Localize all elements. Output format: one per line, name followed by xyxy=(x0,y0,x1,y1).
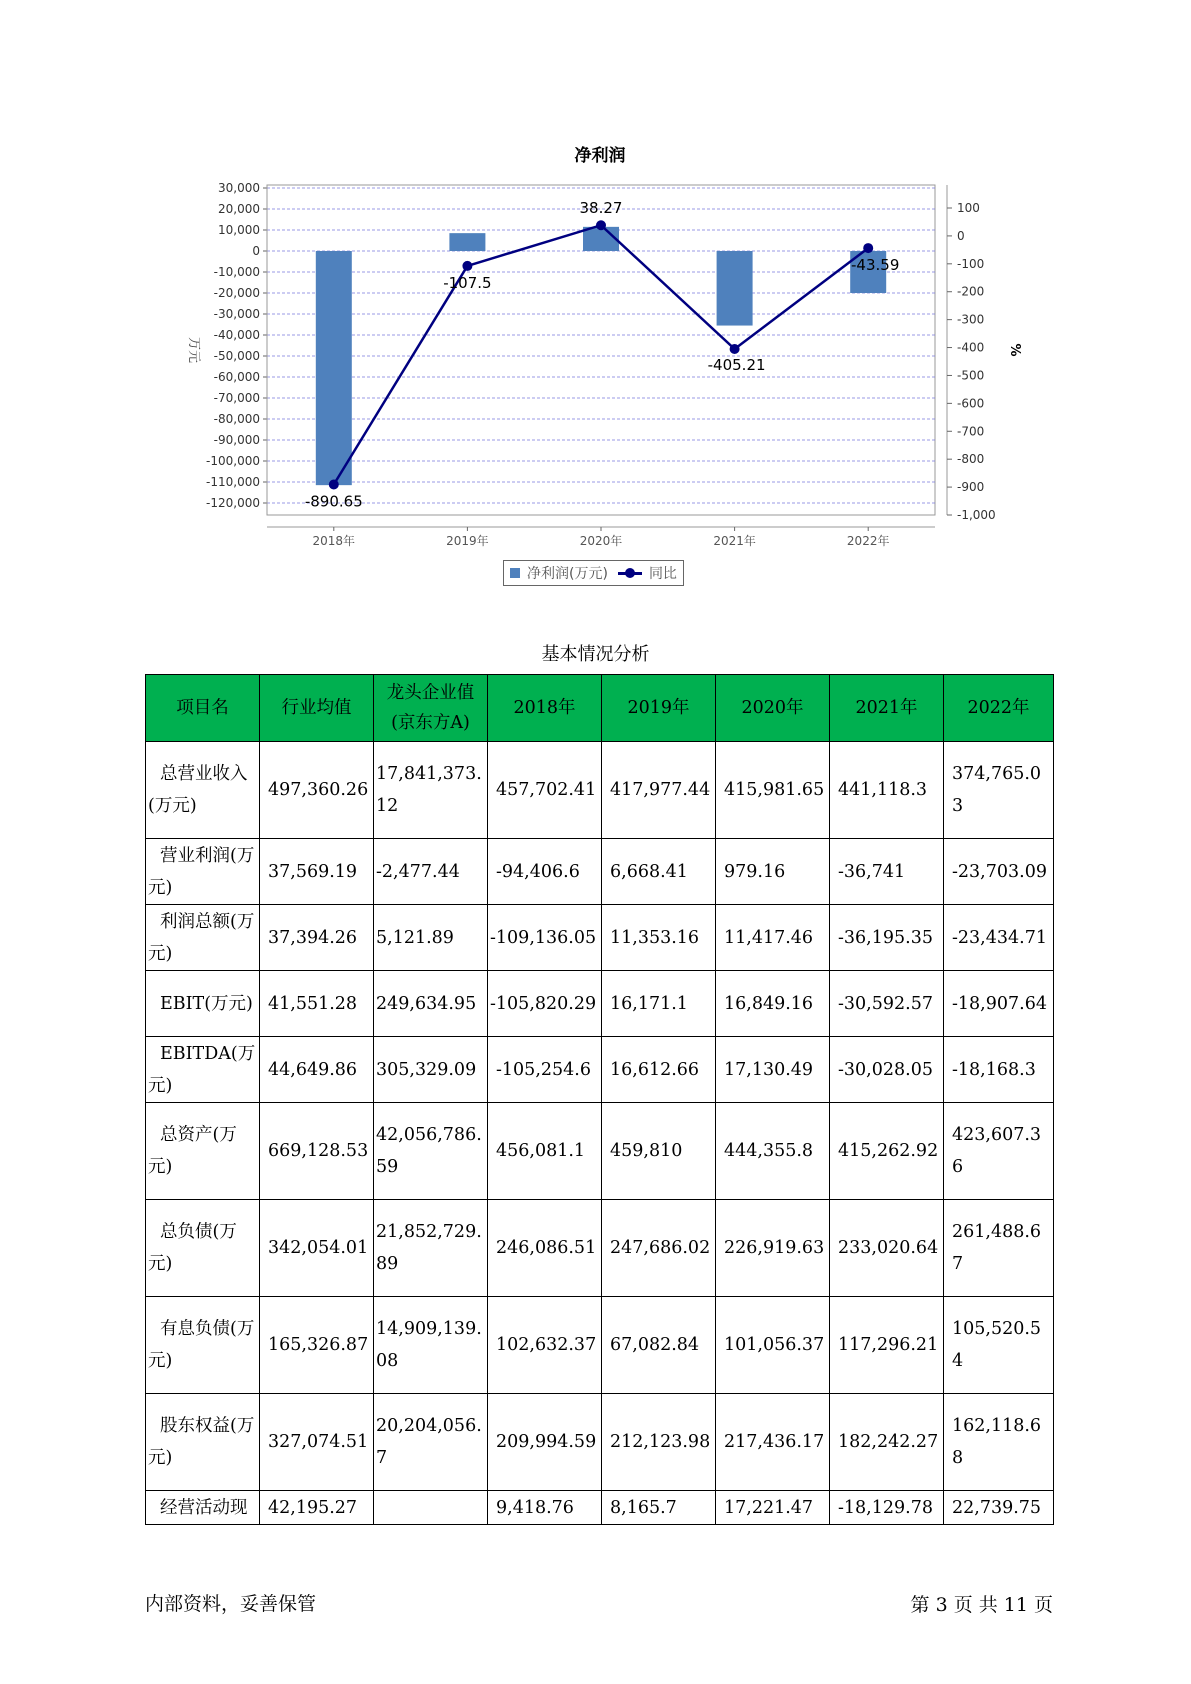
table-row xyxy=(146,905,1054,971)
table-cell: -105,254.6 xyxy=(488,1037,602,1103)
y-left-tick-label: -100,000 xyxy=(206,454,260,468)
net-profit-chart xyxy=(0,0,1191,560)
table-header-cell: 龙头企业值(京东方A) xyxy=(374,675,488,742)
table-cell: 6,668.41 xyxy=(602,839,716,905)
table-cell: -18,129.78 xyxy=(830,1491,944,1525)
table-cell: 22,739.75 xyxy=(944,1491,1054,1525)
table-cell: -23,434.71 xyxy=(944,905,1054,971)
footer-confidential: 内部资料，妥善保管 xyxy=(145,1593,317,1615)
table-header-cell: 2021年 xyxy=(830,675,944,742)
y-right-tick-label: -800 xyxy=(957,452,985,467)
chart-legend xyxy=(503,560,684,586)
row-label: 利润总额(万元) xyxy=(146,905,260,971)
y-left-tick-label: -40,000 xyxy=(213,328,260,342)
table-cell: 249,634.95 xyxy=(374,971,488,1037)
yoy-data-label: -890.65 xyxy=(304,492,363,511)
net-profit-bar xyxy=(316,251,352,485)
table-cell: -30,592.57 xyxy=(830,971,944,1037)
table-cell: 67,082.84 xyxy=(602,1297,716,1394)
table-cell: -23,703.09 xyxy=(944,839,1054,905)
y-left-tick-label: -70,000 xyxy=(213,391,260,405)
x-tick-label: 2019年 xyxy=(446,534,489,548)
table-cell: -18,907.64 xyxy=(944,971,1054,1037)
basic-analysis-table xyxy=(145,674,1054,1525)
yoy-data-label: -405.21 xyxy=(707,356,766,374)
y-right-tick-label: -100 xyxy=(957,256,985,271)
yoy-data-label: -43.59 xyxy=(851,256,900,275)
table-cell: 327,074.51 xyxy=(260,1394,374,1491)
table-cell: 457,702.41 xyxy=(488,742,602,839)
y-right-tick-label: -200 xyxy=(957,284,985,299)
table-cell: 423,607.36 xyxy=(944,1103,1054,1200)
legend-bar-swatch xyxy=(510,568,520,578)
table-cell: 105,520.54 xyxy=(944,1297,1054,1394)
row-label: 总营业收入(万元) xyxy=(146,742,260,839)
bar-series xyxy=(316,227,886,485)
table-cell: -18,168.3 xyxy=(944,1037,1054,1103)
y-right-tick-label: -500 xyxy=(957,368,985,383)
y-right-tick-label: 100 xyxy=(957,201,980,215)
table-cell: 37,569.19 xyxy=(260,839,374,905)
yoy-line xyxy=(334,225,868,484)
row-label: 有息负债(万元) xyxy=(146,1297,260,1394)
table-header-cell: 2022年 xyxy=(944,675,1054,742)
table-cell: 11,353.16 xyxy=(602,905,716,971)
y-right-tick-label: -600 xyxy=(957,396,985,411)
table-cell: 979.16 xyxy=(716,839,830,905)
y-left-tick-label: -20,000 xyxy=(213,286,260,300)
table-cell: 246,086.51 xyxy=(488,1200,602,1297)
table-cell: 20,204,056.7 xyxy=(374,1394,488,1491)
table-cell: 669,128.53 xyxy=(260,1103,374,1200)
table-cell: 17,221.47 xyxy=(716,1491,830,1525)
table-cell: 374,765.03 xyxy=(944,742,1054,839)
row-label: 营业利润(万元) xyxy=(146,839,260,905)
y-left-tick-label: 0 xyxy=(252,244,260,258)
yoy-data-label: -107.5 xyxy=(443,273,492,292)
y-left-tick-label: -10,000 xyxy=(213,265,260,279)
table-cell: 9,418.76 xyxy=(488,1491,602,1525)
y-left-tick-label: -110,000 xyxy=(206,475,260,489)
table-header-cell: 2018年 xyxy=(488,675,602,742)
table-cell: 42,056,786.59 xyxy=(374,1103,488,1200)
table-cell: 212,123.98 xyxy=(602,1394,716,1491)
table-cell: 415,981.65 xyxy=(716,742,830,839)
table-cell: 261,488.67 xyxy=(944,1200,1054,1297)
table-cell: 5,121.89 xyxy=(374,905,488,971)
y-right-tick-label: -400 xyxy=(957,340,985,355)
table-cell: 165,326.87 xyxy=(260,1297,374,1394)
table-cell: 456,081.1 xyxy=(488,1103,602,1200)
chart-title: 净利润 xyxy=(574,146,626,166)
table-header-cell: 2020年 xyxy=(716,675,830,742)
table-cell: 417,977.44 xyxy=(602,742,716,839)
table-cell: 101,056.37 xyxy=(716,1297,830,1394)
table-row xyxy=(146,839,1054,905)
table-cell: 17,841,373.12 xyxy=(374,742,488,839)
y-left-tick-label: -60,000 xyxy=(213,370,260,384)
table-row xyxy=(146,971,1054,1037)
y-left-tick-label: 10,000 xyxy=(218,223,260,237)
y-right-tick-label: -900 xyxy=(957,480,985,495)
footer-page-number: 第 3 页 共 11 页 xyxy=(910,1594,1053,1616)
table-cell: 459,810 xyxy=(602,1103,716,1200)
table-cell: -94,406.6 xyxy=(488,839,602,905)
table-header-cell: 2019年 xyxy=(602,675,716,742)
yoy-point xyxy=(730,344,740,354)
table-cell: 441,118.3 xyxy=(830,742,944,839)
row-label: 股东权益(万元) xyxy=(146,1394,260,1491)
y-axis-left-ticks xyxy=(206,181,267,515)
y-axis-right-label: % xyxy=(1007,343,1022,357)
table-row xyxy=(146,1103,1054,1200)
table-cell: 117,296.21 xyxy=(830,1297,944,1394)
row-label: EBITDA(万元) xyxy=(146,1037,260,1103)
table-row xyxy=(146,1200,1054,1297)
y-left-tick-label: -90,000 xyxy=(213,433,260,447)
table-header-cell: 行业均值 xyxy=(260,675,374,742)
row-label: 总资产(万元) xyxy=(146,1103,260,1200)
table-cell: 247,686.02 xyxy=(602,1200,716,1297)
table-cell: 44,649.86 xyxy=(260,1037,374,1103)
table-cell: 342,054.01 xyxy=(260,1200,374,1297)
net-profit-bar xyxy=(717,251,753,326)
table-cell: 415,262.92 xyxy=(830,1103,944,1200)
table-cell: 14,909,139.08 xyxy=(374,1297,488,1394)
table-cell: -109,136.05 xyxy=(488,905,602,971)
table-cell: 233,020.64 xyxy=(830,1200,944,1297)
table-cell: 162,118.68 xyxy=(944,1394,1054,1491)
yoy-data-label: 38.27 xyxy=(579,199,623,218)
table-cell: 8,165.7 xyxy=(602,1491,716,1525)
table-cell: 226,919.63 xyxy=(716,1200,830,1297)
table-cell: 217,436.17 xyxy=(716,1394,830,1491)
y-right-tick-label: -1,000 xyxy=(957,508,996,522)
table-cell: -105,820.29 xyxy=(488,971,602,1037)
x-tick-label: 2022年 xyxy=(846,534,890,548)
table-cell: 102,632.37 xyxy=(488,1297,602,1394)
table-row xyxy=(146,1037,1054,1103)
net-profit-bar xyxy=(449,233,485,251)
table-cell: 37,394.26 xyxy=(260,905,374,971)
legend-line-swatch xyxy=(618,568,642,578)
y-left-tick-label: 20,000 xyxy=(218,202,260,216)
legend-line-label: 同比 xyxy=(648,566,677,582)
table-cell: 17,130.49 xyxy=(716,1037,830,1103)
x-tick-label: 2018年 xyxy=(312,534,356,548)
table-header-row xyxy=(146,675,1054,742)
table-row xyxy=(146,1394,1054,1491)
table-cell: 11,417.46 xyxy=(716,905,830,971)
table-cell: 209,994.59 xyxy=(488,1394,602,1491)
y-left-tick-label: -120,000 xyxy=(206,496,260,510)
table-cell: 497,360.26 xyxy=(260,742,374,839)
table-cell: 182,242.27 xyxy=(830,1394,944,1491)
table-cell: -2,477.44 xyxy=(374,839,488,905)
table-cell: -36,741 xyxy=(830,839,944,905)
y-right-tick-label: -700 xyxy=(957,424,985,439)
table-cell: -30,028.05 xyxy=(830,1037,944,1103)
net-profit-bar xyxy=(583,227,619,251)
table-cell: 21,852,729.89 xyxy=(374,1200,488,1297)
table-row xyxy=(146,742,1054,839)
table-cell xyxy=(374,1491,488,1525)
table-title: 基本情况分析 xyxy=(541,644,650,665)
x-tick-label: 2021年 xyxy=(713,534,756,548)
yoy-point xyxy=(462,261,472,271)
table-header-cell: 项目名 xyxy=(146,675,260,742)
table-cell: 42,195.27 xyxy=(260,1491,374,1525)
table-body xyxy=(146,742,1054,1525)
table-cell: 305,329.09 xyxy=(374,1037,488,1103)
legend-bar-label: 净利润(万元) xyxy=(527,566,608,582)
row-label: 经营活动现 xyxy=(146,1491,260,1525)
y-axis-right-ticks xyxy=(947,185,996,522)
table-cell: 16,849.16 xyxy=(716,971,830,1037)
y-right-tick-label: 0 xyxy=(957,228,965,243)
table-cell: 41,551.28 xyxy=(260,971,374,1037)
table-cell: 16,612.66 xyxy=(602,1037,716,1103)
y-axis-left-label: 万元 xyxy=(186,336,201,364)
table-row xyxy=(146,1491,1054,1525)
y-left-tick-label: -50,000 xyxy=(213,349,260,363)
yoy-point xyxy=(596,220,606,230)
row-label: EBIT(万元) xyxy=(146,971,260,1037)
y-left-tick-label: -80,000 xyxy=(213,412,260,426)
y-left-tick-label: 30,000 xyxy=(218,181,260,195)
x-axis-ticks xyxy=(267,527,935,548)
y-left-tick-label: -30,000 xyxy=(213,307,260,321)
table-cell: 16,171.1 xyxy=(602,971,716,1037)
table-cell: -36,195.35 xyxy=(830,905,944,971)
yoy-point xyxy=(863,243,873,253)
table-cell: 444,355.8 xyxy=(716,1103,830,1200)
x-tick-label: 2020年 xyxy=(579,534,623,548)
y-right-tick-label: -300 xyxy=(957,312,985,327)
yoy-point xyxy=(329,479,339,489)
table-row xyxy=(146,1297,1054,1394)
row-label: 总负债(万元) xyxy=(146,1200,260,1297)
